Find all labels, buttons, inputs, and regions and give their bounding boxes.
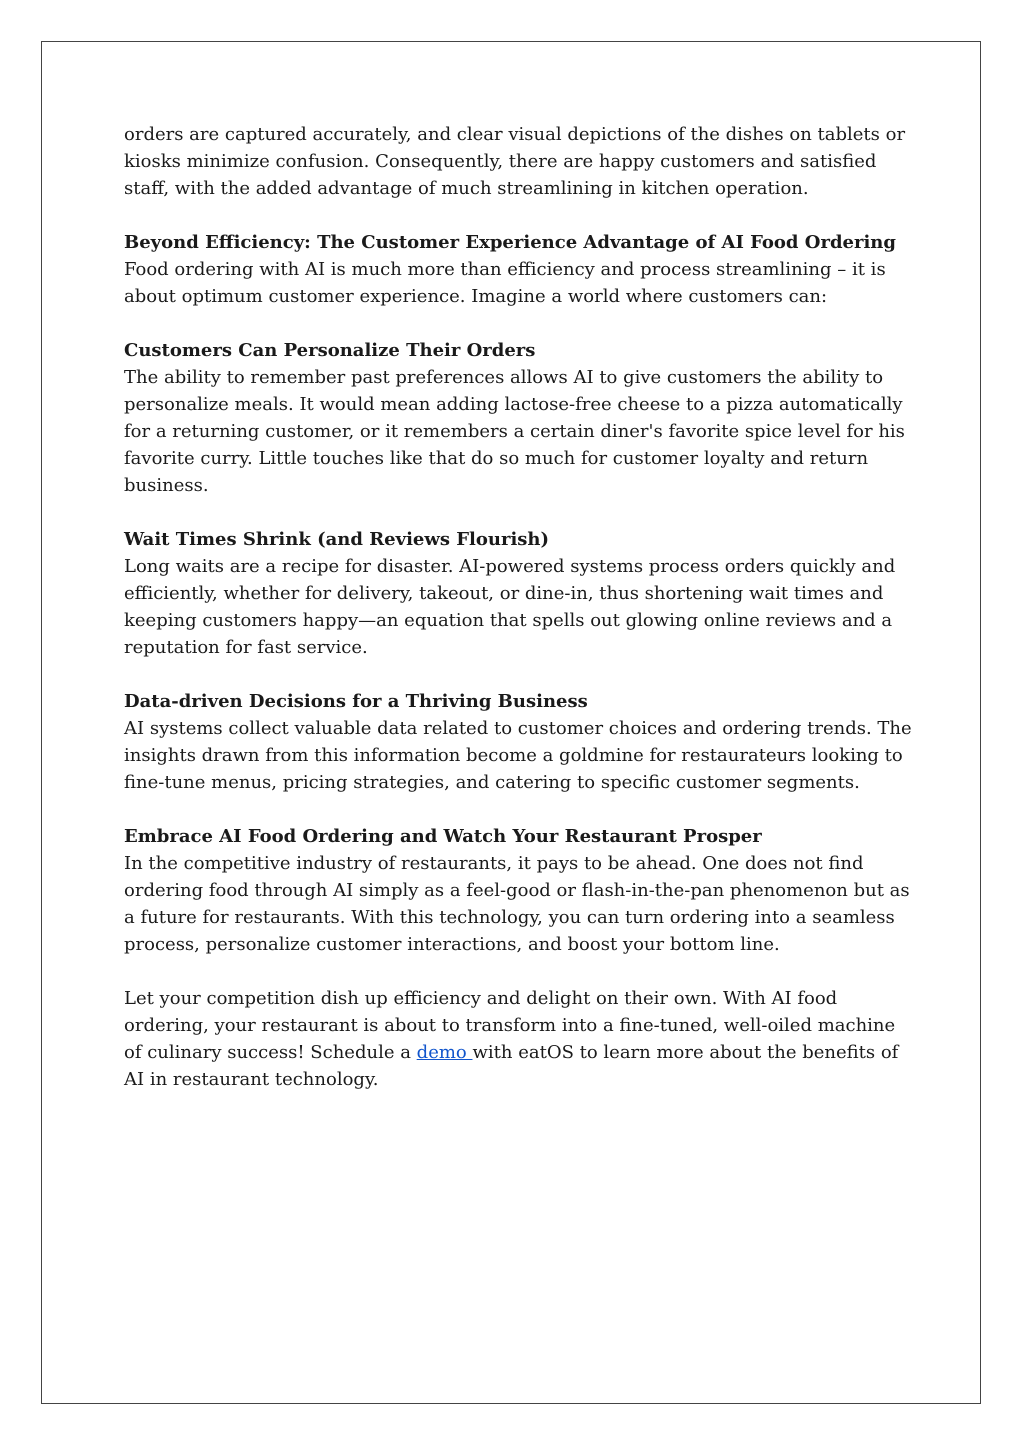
demo-link[interactable]: demo [416,1042,473,1063]
section-body: In the competitive industry of restaurants, it pays to be ahead. One does not find ordering food through AI simply as a feel-good or flash-in-the-pan phenomenon but as a future for restaurants. With this technology, you can turn ordering into a seamless process, personalize customer interactions, and boost your bottom line. [124,853,910,955]
section-body: Food ordering with AI is much more than efficiency and process streamlining – it is about optimum customer experience. Imagine a world where customers can: [124,259,886,307]
section-embrace-ai [124,823,914,958]
closing-text-before-link: Let your competition dish up efficiency and delight on their own. With AI food ordering, your restaurant is about to transform into a fine-tuned, well-oiled machine of culinary success! Schedule a [124,988,896,1063]
closing-paragraph [124,985,914,1093]
intro-paragraph: orders are captured accurately, and clear visual depictions of the dishes on tablets or kiosks minimize confusion. Consequently, there are happy customers and satisfied staff, with the added advantage of much streamlining in kitchen operation. [124,124,906,199]
section-customer-experience [124,229,914,310]
section-body: The ability to remember past preferences allows AI to give customers the ability to personalize meals. It would mean adding lactose-free cheese to a pizza automatically for a returning customer, or it remembers a certain diner's favorite spice level for his favorite curry. Little touches like that do so much for customer loyalty and return business. [124,367,905,496]
section-heading: Beyond Efficiency: The Customer Experience Advantage of AI Food Ordering [124,232,896,253]
section-wait-times [124,526,914,661]
section-data-driven [124,688,914,796]
section-body: AI systems collect valuable data related to customer choices and ordering trends. The insights drawn from this information become a goldmine for restaurateurs looking to fine-tune menus, pricing strategies, and catering to specific customer segments. [124,718,912,793]
section-heading: Data-driven Decisions for a Thriving Business [124,691,588,712]
closing-text-after-link: with eatOS to learn more about the benefits of AI in restaurant technology. [124,1042,899,1090]
section-body: Long waits are a recipe for disaster. AI-powered systems process orders quickly and efficiently, whether for delivery, takeout, or dine-in, thus shortening wait times and keeping customers happy—an equation that spells out glowing online reviews and a reputation for fast service. [124,556,896,658]
section-heading: Customers Can Personalize Their Orders [124,340,536,361]
section-heading: Wait Times Shrink (and Reviews Flourish) [124,529,550,550]
section-personalize-orders [124,337,914,499]
section-heading: Embrace AI Food Ordering and Watch Your Restaurant Prosper [124,826,762,847]
document-body [124,121,914,1120]
